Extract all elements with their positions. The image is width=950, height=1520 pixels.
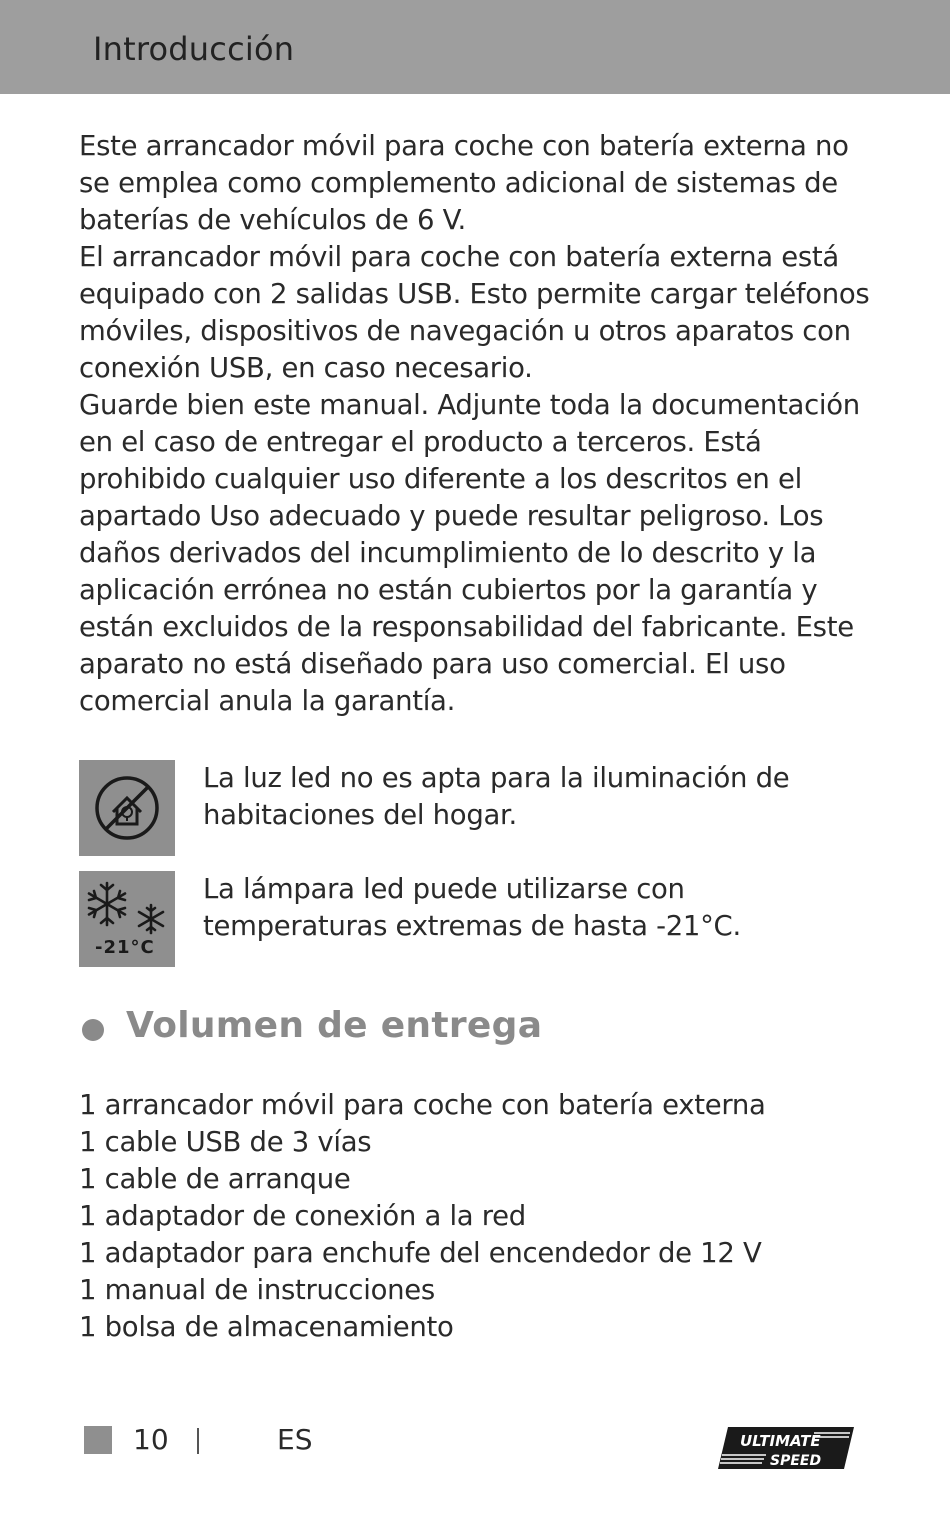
list-item: 1 adaptador para enchufe del encendedor de 12 V [79,1237,762,1269]
footer-marker [84,1426,112,1454]
language-code: ES [277,1423,313,1456]
note-text: La luz led no es apta para la iluminación de habitaciones del hogar. [203,762,790,831]
page-header [0,0,950,94]
brand-logo [718,1425,854,1471]
section-title: Volumen de entrega [126,1005,543,1046]
list-item: 1 cable USB de 3 vías [79,1126,372,1158]
list-item: 1 adaptador de conexión a la red [79,1200,526,1232]
note-text: La lámpara led puede utilizarse con temperaturas extremas de hasta -21°C. [203,873,741,942]
list-item: 1 bolsa de almacenamiento [79,1311,454,1343]
note-temperature [79,871,879,967]
temperature-label: -21°C [95,937,155,958]
logo-text-bottom: SPEED [770,1453,822,1469]
intro-paragraph: El arrancador móvil para coche con batería externa está equipado con 2 salidas USB. Esto permite cargar teléfonos móviles, dispositivos de navegación u otros aparatos con conexión USB, en caso necesario. [79,241,870,384]
list-item: 1 manual de instrucciones [79,1274,435,1306]
intro-paragraph: Guarde bien este manual. Adjunte toda la documentación en el caso de entregar el producto a terceros. Está prohibido cualquier uso diferente a los descritos en el apartado Uso adecuado y puede resultar peligroso. Los daños derivados del incumplimiento de lo descrito y la aplicación errónea no están cubiertos por la garantía y están excluidos de la responsabilidad del fabricante. Este aparato no está diseñado para uso comercial. El uso comercial anula la garantía. [79,389,860,717]
snowflake-temperature-icon [79,871,175,967]
list-item: 1 arrancador móvil para coche con batería externa [79,1089,766,1121]
logo-text-top: ULTIMATE [740,1432,821,1450]
page-number: 10 [133,1423,169,1456]
note-led-household [79,760,879,856]
list-item: 1 cable de arranque [79,1163,351,1195]
intro-text [79,128,879,720]
no-household-lighting-icon [79,760,175,856]
section-bullet-icon [82,1019,104,1041]
intro-paragraph: Este arrancador móvil para coche con batería externa no se emplea como complemento adicional de sistemas de baterías de vehículos de 6 V. [79,130,849,236]
footer-divider [197,1428,199,1454]
page-title: Introducción [93,30,295,68]
delivery-list [79,1087,766,1346]
